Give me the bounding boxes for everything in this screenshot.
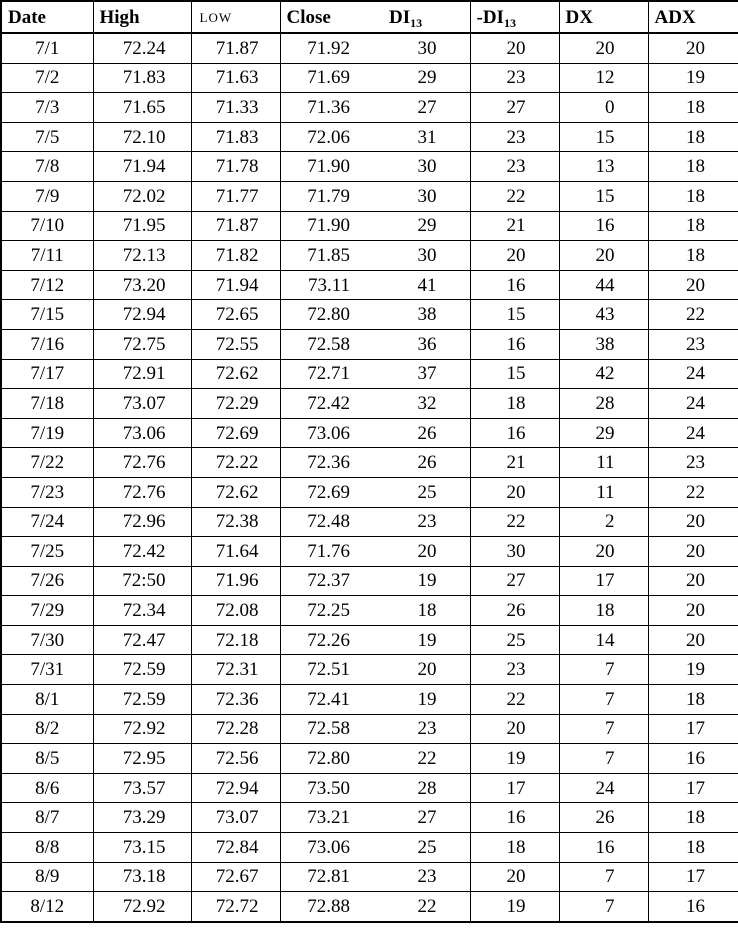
cell-dx: 24 (559, 773, 648, 803)
cell-date: 8/9 (1, 862, 93, 892)
cell-adx: 17 (648, 862, 738, 892)
cell-adx: 18 (648, 181, 738, 211)
cell-close: 72.71 (280, 359, 371, 389)
cell-low: 71.82 (191, 241, 280, 271)
cell-high: 72.10 (93, 122, 191, 152)
header-row (1, 1, 738, 33)
cell-high: 72.59 (93, 685, 191, 715)
cell-high: 71.83 (93, 63, 191, 93)
cell-adx: 16 (648, 744, 738, 774)
cell-high: 73.06 (93, 418, 191, 448)
cell-minus-di: 22 (470, 507, 559, 537)
cell-plus-di: 25 (371, 833, 470, 863)
cell-dx: 12 (559, 63, 648, 93)
cell-close: 73.21 (280, 803, 371, 833)
cell-plus-di: 30 (371, 33, 470, 63)
cell-date: 8/12 (1, 892, 93, 922)
cell-date: 7/5 (1, 122, 93, 152)
cell-minus-di: 20 (470, 714, 559, 744)
cell-dx: 16 (559, 211, 648, 241)
table-row (1, 685, 738, 715)
cell-minus-di: 20 (470, 477, 559, 507)
cell-date: 8/8 (1, 833, 93, 863)
cell-dx: 2 (559, 507, 648, 537)
cell-adx: 23 (648, 448, 738, 478)
cell-date: 7/17 (1, 359, 93, 389)
cell-high: 73.20 (93, 270, 191, 300)
cell-close: 71.85 (280, 241, 371, 271)
cell-plus-di: 32 (371, 389, 470, 419)
cell-date: 7/24 (1, 507, 93, 537)
cell-adx: 18 (648, 211, 738, 241)
cell-minus-di: 23 (470, 122, 559, 152)
cell-close: 72.42 (280, 389, 371, 419)
cell-high: 73.57 (93, 773, 191, 803)
cell-dx: 11 (559, 448, 648, 478)
cell-plus-di: 19 (371, 685, 470, 715)
cell-low: 71.78 (191, 152, 280, 182)
cell-low: 72.38 (191, 507, 280, 537)
cell-high: 73.07 (93, 389, 191, 419)
cell-adx: 18 (648, 93, 738, 123)
table-row (1, 418, 738, 448)
table-row (1, 833, 738, 863)
cell-low: 72.94 (191, 773, 280, 803)
cell-plus-di: 20 (371, 537, 470, 567)
cell-low: 72.18 (191, 625, 280, 655)
cell-plus-di: 38 (371, 300, 470, 330)
cell-adx: 18 (648, 152, 738, 182)
cell-date: 7/12 (1, 270, 93, 300)
cell-minus-di: 19 (470, 744, 559, 774)
cell-high: 72.92 (93, 714, 191, 744)
cell-adx: 20 (648, 33, 738, 63)
cell-dx: 7 (559, 655, 648, 685)
cell-high: 71.94 (93, 152, 191, 182)
cell-low: 72.31 (191, 655, 280, 685)
cell-minus-di: 23 (470, 152, 559, 182)
table-row (1, 507, 738, 537)
table-row (1, 714, 738, 744)
cell-close: 73.50 (280, 773, 371, 803)
cell-close: 72.58 (280, 329, 371, 359)
cell-adx: 17 (648, 773, 738, 803)
cell-plus-di: 19 (371, 625, 470, 655)
cell-low: 72.08 (191, 596, 280, 626)
cell-adx: 20 (648, 596, 738, 626)
cell-adx: 18 (648, 241, 738, 271)
cell-minus-di: 20 (470, 33, 559, 63)
cell-minus-di: 27 (470, 566, 559, 596)
cell-date: 7/15 (1, 300, 93, 330)
cell-close: 72.41 (280, 685, 371, 715)
cell-low: 71.63 (191, 63, 280, 93)
cell-minus-di: 26 (470, 596, 559, 626)
cell-adx: 23 (648, 329, 738, 359)
cell-dx: 29 (559, 418, 648, 448)
table-row (1, 270, 738, 300)
cell-plus-di: 36 (371, 329, 470, 359)
cell-dx: 16 (559, 833, 648, 863)
cell-close: 73.06 (280, 418, 371, 448)
cell-adx: 18 (648, 833, 738, 863)
header-plus-di-period: 13 (410, 15, 423, 30)
cell-dx: 7 (559, 892, 648, 922)
cell-minus-di: 23 (470, 63, 559, 93)
table-row (1, 359, 738, 389)
table-body (1, 33, 738, 922)
cell-high: 72:50 (93, 566, 191, 596)
cell-high: 72.02 (93, 181, 191, 211)
table-row (1, 773, 738, 803)
cell-minus-di: 23 (470, 655, 559, 685)
cell-high: 72.96 (93, 507, 191, 537)
cell-close: 71.79 (280, 181, 371, 211)
cell-plus-di: 26 (371, 448, 470, 478)
cell-high: 72.13 (93, 241, 191, 271)
cell-close: 72.36 (280, 448, 371, 478)
cell-dx: 7 (559, 714, 648, 744)
cell-low: 71.87 (191, 211, 280, 241)
cell-dx: 7 (559, 685, 648, 715)
cell-high: 72.59 (93, 655, 191, 685)
cell-dx: 11 (559, 477, 648, 507)
cell-high: 72.47 (93, 625, 191, 655)
table-row (1, 181, 738, 211)
cell-plus-di: 18 (371, 596, 470, 626)
cell-low: 72.55 (191, 329, 280, 359)
cell-dx: 20 (559, 33, 648, 63)
cell-low: 71.87 (191, 33, 280, 63)
cell-close: 72.37 (280, 566, 371, 596)
cell-adx: 19 (648, 63, 738, 93)
cell-close: 72.48 (280, 507, 371, 537)
cell-date: 7/11 (1, 241, 93, 271)
cell-date: 7/31 (1, 655, 93, 685)
cell-close: 71.69 (280, 63, 371, 93)
cell-low: 72.56 (191, 744, 280, 774)
cell-high: 71.95 (93, 211, 191, 241)
cell-minus-di: 16 (470, 418, 559, 448)
header-dx: DX (559, 1, 648, 33)
cell-high: 72.94 (93, 300, 191, 330)
cell-date: 8/7 (1, 803, 93, 833)
cell-minus-di: 25 (470, 625, 559, 655)
cell-adx: 20 (648, 270, 738, 300)
cell-close: 72.51 (280, 655, 371, 685)
cell-plus-di: 30 (371, 181, 470, 211)
cell-low: 71.83 (191, 122, 280, 152)
cell-dx: 38 (559, 329, 648, 359)
cell-minus-di: 17 (470, 773, 559, 803)
cell-low: 72.72 (191, 892, 280, 922)
cell-high: 72.76 (93, 477, 191, 507)
cell-low: 72.62 (191, 477, 280, 507)
cell-close: 71.92 (280, 33, 371, 63)
cell-plus-di: 22 (371, 744, 470, 774)
table-row (1, 211, 738, 241)
cell-adx: 18 (648, 803, 738, 833)
cell-dx: 20 (559, 241, 648, 271)
header-plus-di (371, 1, 470, 33)
cell-low: 71.64 (191, 537, 280, 567)
cell-close: 72.69 (280, 477, 371, 507)
cell-minus-di: 15 (470, 359, 559, 389)
cell-low: 71.33 (191, 93, 280, 123)
cell-high: 72.95 (93, 744, 191, 774)
cell-high: 72.76 (93, 448, 191, 478)
cell-low: 72.28 (191, 714, 280, 744)
cell-date: 7/1 (1, 33, 93, 63)
header-minus-di-label: -DI (476, 6, 504, 28)
table-row (1, 329, 738, 359)
cell-plus-di: 22 (371, 892, 470, 922)
header-close: Close (280, 1, 371, 33)
table-row (1, 625, 738, 655)
cell-close: 72.26 (280, 625, 371, 655)
table-row (1, 152, 738, 182)
cell-plus-di: 41 (371, 270, 470, 300)
cell-minus-di: 16 (470, 803, 559, 833)
cell-minus-di: 20 (470, 862, 559, 892)
cell-date: 7/23 (1, 477, 93, 507)
cell-dx: 15 (559, 181, 648, 211)
cell-high: 72.92 (93, 892, 191, 922)
table-row (1, 241, 738, 271)
cell-close: 71.76 (280, 537, 371, 567)
cell-plus-di: 23 (371, 507, 470, 537)
cell-high: 72.34 (93, 596, 191, 626)
cell-date: 7/18 (1, 389, 93, 419)
cell-high: 73.15 (93, 833, 191, 863)
cell-dx: 13 (559, 152, 648, 182)
cell-adx: 24 (648, 418, 738, 448)
cell-minus-di: 22 (470, 181, 559, 211)
cell-date: 8/5 (1, 744, 93, 774)
cell-low: 72.69 (191, 418, 280, 448)
cell-dx: 43 (559, 300, 648, 330)
cell-close: 73.06 (280, 833, 371, 863)
cell-adx: 22 (648, 477, 738, 507)
cell-date: 7/9 (1, 181, 93, 211)
cell-date: 8/6 (1, 773, 93, 803)
table-row (1, 477, 738, 507)
cell-date: 7/30 (1, 625, 93, 655)
cell-plus-di: 28 (371, 773, 470, 803)
cell-date: 8/2 (1, 714, 93, 744)
header-plus-di-label: DI (389, 6, 411, 28)
cell-high: 71.65 (93, 93, 191, 123)
cell-plus-di: 29 (371, 211, 470, 241)
cell-date: 7/19 (1, 418, 93, 448)
header-adx: ADX (648, 1, 738, 33)
cell-minus-di: 21 (470, 211, 559, 241)
cell-plus-di: 23 (371, 714, 470, 744)
cell-minus-di: 27 (470, 93, 559, 123)
cell-date: 7/3 (1, 93, 93, 123)
header-minus-di-period: 13 (503, 15, 516, 30)
cell-low: 72.62 (191, 359, 280, 389)
cell-adx: 18 (648, 122, 738, 152)
cell-minus-di: 18 (470, 833, 559, 863)
cell-dx: 17 (559, 566, 648, 596)
cell-date: 7/22 (1, 448, 93, 478)
table-row (1, 596, 738, 626)
cell-minus-di: 16 (470, 329, 559, 359)
cell-minus-di: 30 (470, 537, 559, 567)
cell-plus-di: 23 (371, 862, 470, 892)
cell-adx: 17 (648, 714, 738, 744)
cell-close: 71.90 (280, 211, 371, 241)
header-high: High (93, 1, 191, 33)
cell-high: 73.29 (93, 803, 191, 833)
cell-adx: 18 (648, 685, 738, 715)
cell-minus-di: 20 (470, 241, 559, 271)
cell-adx: 20 (648, 625, 738, 655)
cell-close: 71.90 (280, 152, 371, 182)
cell-plus-di: 30 (371, 241, 470, 271)
cell-date: 7/26 (1, 566, 93, 596)
cell-dx: 20 (559, 537, 648, 567)
cell-low: 72.65 (191, 300, 280, 330)
cell-dx: 7 (559, 744, 648, 774)
table-row (1, 389, 738, 419)
cell-low: 73.07 (191, 803, 280, 833)
cell-date: 7/2 (1, 63, 93, 93)
cell-plus-di: 29 (371, 63, 470, 93)
cell-low: 71.77 (191, 181, 280, 211)
table-row (1, 448, 738, 478)
cell-plus-di: 30 (371, 152, 470, 182)
cell-dx: 18 (559, 596, 648, 626)
cell-adx: 20 (648, 507, 738, 537)
table-row (1, 744, 738, 774)
cell-plus-di: 20 (371, 655, 470, 685)
cell-low: 72.22 (191, 448, 280, 478)
table-row (1, 33, 738, 63)
table-row (1, 122, 738, 152)
cell-low: 72.36 (191, 685, 280, 715)
table-row (1, 63, 738, 93)
cell-minus-di: 15 (470, 300, 559, 330)
cell-date: 7/16 (1, 329, 93, 359)
cell-plus-di: 26 (371, 418, 470, 448)
cell-low: 71.94 (191, 270, 280, 300)
cell-close: 72.80 (280, 300, 371, 330)
cell-plus-di: 27 (371, 803, 470, 833)
cell-close: 72.25 (280, 596, 371, 626)
cell-date: 7/29 (1, 596, 93, 626)
cell-low: 72.29 (191, 389, 280, 419)
cell-close: 72.58 (280, 714, 371, 744)
cell-dx: 28 (559, 389, 648, 419)
table-row (1, 537, 738, 567)
cell-low: 72.67 (191, 862, 280, 892)
cell-minus-di: 21 (470, 448, 559, 478)
cell-plus-di: 19 (371, 566, 470, 596)
cell-plus-di: 31 (371, 122, 470, 152)
cell-minus-di: 22 (470, 685, 559, 715)
cell-low: 71.96 (191, 566, 280, 596)
cell-high: 72.91 (93, 359, 191, 389)
cell-adx: 24 (648, 389, 738, 419)
cell-dx: 14 (559, 625, 648, 655)
cell-plus-di: 27 (371, 93, 470, 123)
cell-low: 72.84 (191, 833, 280, 863)
table-row (1, 566, 738, 596)
cell-date: 7/8 (1, 152, 93, 182)
header-date: Date (1, 1, 93, 33)
cell-adx: 22 (648, 300, 738, 330)
cell-adx: 19 (648, 655, 738, 685)
cell-plus-di: 37 (371, 359, 470, 389)
cell-dx: 15 (559, 122, 648, 152)
cell-dx: 44 (559, 270, 648, 300)
cell-date: 7/25 (1, 537, 93, 567)
cell-minus-di: 18 (470, 389, 559, 419)
cell-minus-di: 16 (470, 270, 559, 300)
cell-high: 72.24 (93, 33, 191, 63)
cell-plus-di: 25 (371, 477, 470, 507)
cell-adx: 20 (648, 537, 738, 567)
table-row (1, 300, 738, 330)
cell-high: 72.75 (93, 329, 191, 359)
cell-adx: 24 (648, 359, 738, 389)
cell-minus-di: 19 (470, 892, 559, 922)
cell-high: 73.18 (93, 862, 191, 892)
cell-dx: 7 (559, 862, 648, 892)
cell-high: 72.42 (93, 537, 191, 567)
cell-close: 72.81 (280, 862, 371, 892)
header-low: LOW (191, 1, 280, 33)
cell-date: 7/10 (1, 211, 93, 241)
table-row (1, 892, 738, 922)
cell-close: 72.80 (280, 744, 371, 774)
cell-dx: 26 (559, 803, 648, 833)
cell-dx: 0 (559, 93, 648, 123)
cell-close: 71.36 (280, 93, 371, 123)
cell-close: 72.06 (280, 122, 371, 152)
cell-adx: 20 (648, 566, 738, 596)
cell-close: 72.88 (280, 892, 371, 922)
cell-dx: 42 (559, 359, 648, 389)
cell-close: 73.11 (280, 270, 371, 300)
header-minus-di (470, 1, 559, 33)
cell-date: 8/1 (1, 685, 93, 715)
table-row (1, 655, 738, 685)
table-row (1, 862, 738, 892)
cell-adx: 16 (648, 892, 738, 922)
table-row (1, 93, 738, 123)
table-row (1, 803, 738, 833)
